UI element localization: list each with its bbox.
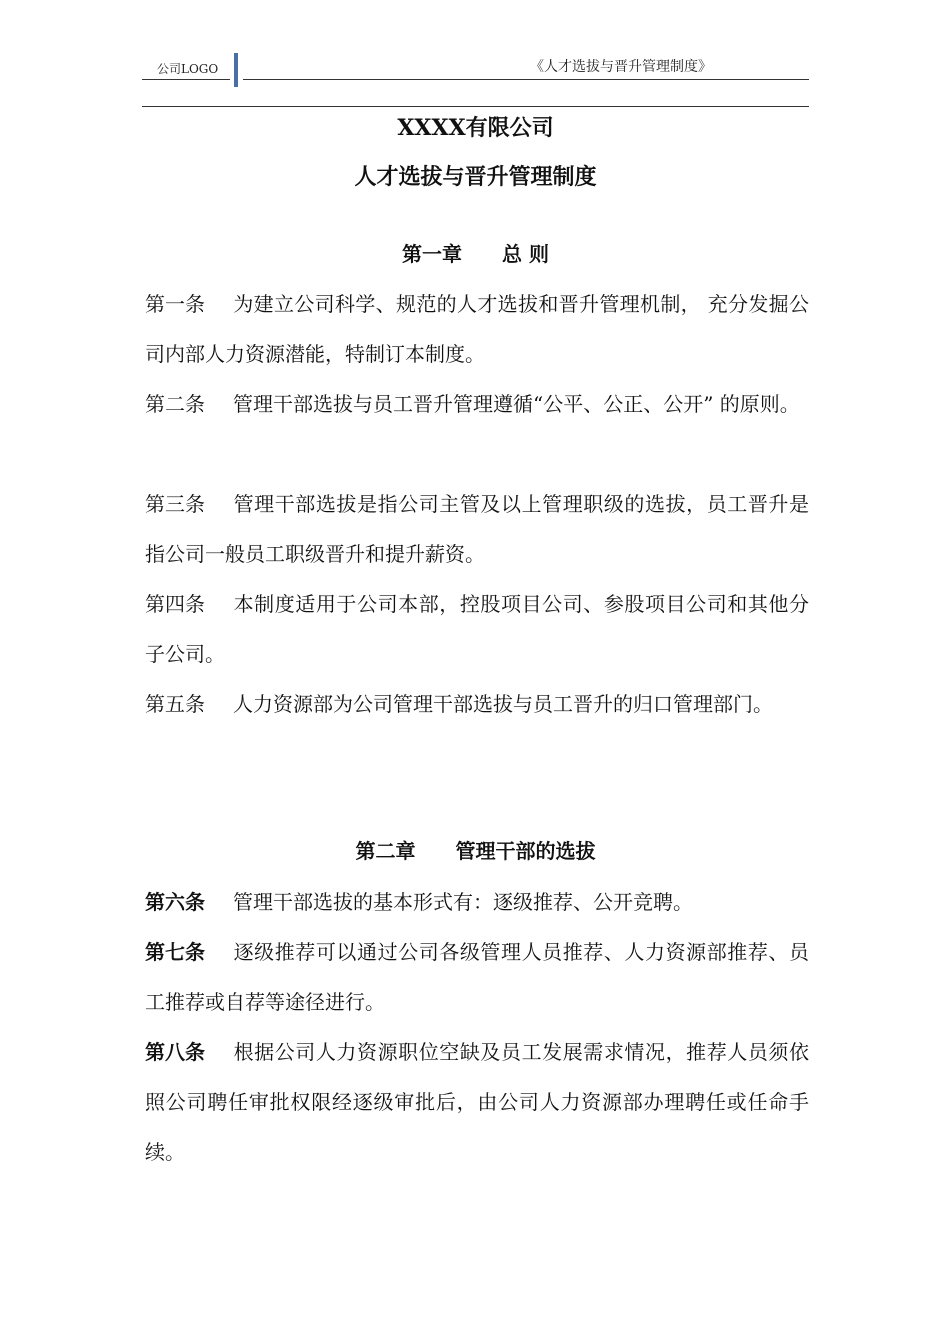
logo-underline [142, 79, 230, 80]
article-label: 第五条 [145, 692, 205, 716]
header-accent-bar [234, 53, 238, 87]
header-document-title: 《人才选拔与晋升管理制度》 [530, 59, 712, 75]
article-6 [145, 877, 809, 927]
chapter-2-heading: 第二章 管理干部的选拔 [355, 839, 596, 863]
article-8 [145, 1027, 809, 1177]
article-label: 第三条 [145, 492, 205, 516]
article-2 [145, 379, 809, 429]
article-label: 第八条 [145, 1040, 205, 1064]
article-label: 第一条 [145, 292, 205, 316]
company-name-title: XXXX有限公司 [397, 115, 554, 141]
article-text: 人力资源部为公司管理干部选拔与员工晋升的归口管理部门。 [233, 692, 773, 716]
article-4 [145, 579, 809, 679]
document-title: 人才选拔与晋升管理制度 [354, 164, 597, 190]
article-text: 本制度适用于公司本部，控股项目公司、参股项目公司和其他分子公司。 [145, 592, 809, 666]
article-label: 第二条 [145, 392, 205, 416]
article-3 [145, 479, 809, 579]
article-text: 管理干部选拔的基本形式有：逐级推荐、公开竞聘。 [233, 890, 693, 914]
company-logo-placeholder: 公司LOGO [157, 62, 219, 76]
article-text: 管理干部选拔与员工晋升管理遵循“公平、公正、公开” 的原则。 [233, 392, 800, 416]
article-text: 管理干部选拔是指公司主管及以上管理职级的选拔，员工晋升是指公司一般员工职级晋升和提升薪资。 [145, 492, 809, 566]
header-divider [142, 106, 809, 107]
article-5 [145, 679, 809, 729]
article-label: 第四条 [145, 592, 205, 616]
article-7 [145, 927, 809, 1027]
article-1 [145, 279, 809, 379]
article-label: 第六条 [145, 890, 205, 914]
article-text: 逐级推荐可以通过公司各级管理人员推荐、人力资源部推荐、员工推荐或自荐等途径进行。 [145, 940, 809, 1014]
header-title-underline [243, 79, 809, 80]
article-text: 根据公司人力资源职位空缺及员工发展需求情况，推荐人员须依照公司聘任审批权限经逐级审批后，由公司人力资源部办理聘任或任命手续。 [145, 1040, 809, 1164]
article-label: 第七条 [145, 940, 205, 964]
article-text: 为建立公司科学、规范的人才选拔和晋升管理机制， 充分发掘公司内部人力资源潜能，特制订本制度。 [145, 292, 809, 366]
chapter-1-heading: 第一章 总 则 [402, 242, 549, 266]
